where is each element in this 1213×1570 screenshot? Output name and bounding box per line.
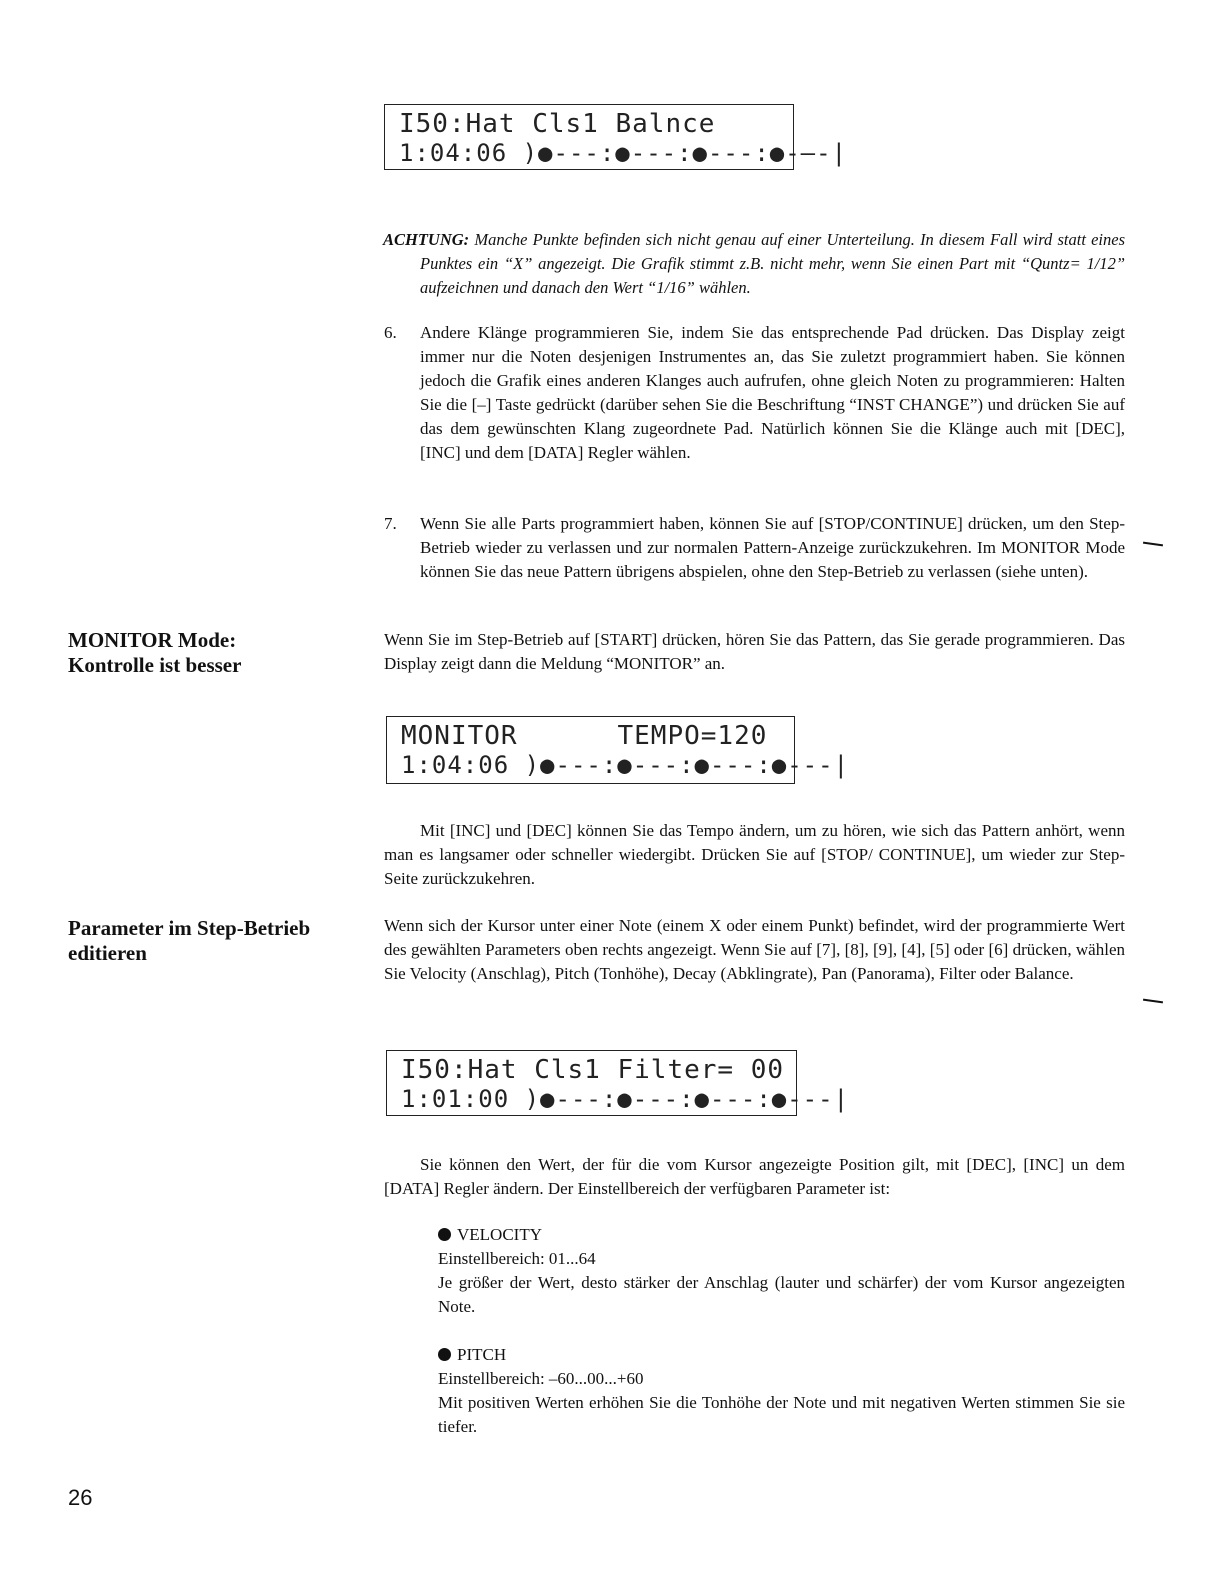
lcd-line-1: MONITOR TEMPO=120 <box>401 721 768 751</box>
lcd-line-1: I50:Hat Cls1 Filter= 00 <box>401 1055 785 1085</box>
step-7-text: Wenn Sie alle Parts programmiert haben, können Sie auf [STOP/CONTINUE] drücken, um den Step-Betrieb wieder zu verlassen und zur normalen Pattern-Anzeige zurückzukehren. Im MONITOR Mode können Sie das neue Pattern übrigens abspielen, ohne den Step-Betrieb zu verlassen (siehe unten). <box>420 514 1125 581</box>
value-text: Sie können den Wert, der für die vom Kursor angezeigte Position gilt, mit [DEC], [INC] un dem [DATA] Regler ändern. Der Einstellbereich der verfügbaren Parameter ist: <box>384 1155 1125 1198</box>
margin-mark <box>1143 999 1163 1004</box>
lcd-display-monitor <box>386 716 850 784</box>
pitch-description: Mit positiven Werten erhöhen Sie die Tonhöhe der Note und mit negativen Werten stimmen Sie sie tiefer. <box>438 1393 1125 1436</box>
velocity-title-text: VELOCITY <box>457 1225 542 1244</box>
monitor-heading <box>68 628 368 678</box>
step-7-number: 7. <box>384 514 397 533</box>
caution-note <box>383 228 1125 300</box>
parameter-heading-line-1: Parameter im Step-Betrieb <box>68 916 311 940</box>
monitor-heading-line-2: Kontrolle ist besser <box>68 653 242 677</box>
parameter-heading-line-2: editieren <box>68 941 147 965</box>
velocity-range: Einstellbereich: 01...64 <box>438 1249 596 1268</box>
margin-mark <box>1143 542 1163 547</box>
lcd-line-2: 1:04:06 )●---:●---:●---:●-–-| <box>399 139 848 167</box>
pitch-title <box>438 1343 1125 1367</box>
bullet-icon <box>438 1348 451 1361</box>
pitch-title-text: PITCH <box>457 1345 507 1364</box>
caution-label: ACHTUNG: <box>383 230 470 249</box>
pitch-range: Einstellbereich: –60...00...+60 <box>438 1369 644 1388</box>
tempo-text: Mit [INC] und [DEC] können Sie das Tempo ändern, um zu hören, wie sich das Pattern anhört, wenn man es langsamer oder schneller wiedergibt. Drücken Sie auf [STOP/ CONTINUE], um wieder zur Step-Seite zurückzukehren. <box>384 821 1125 888</box>
lcd-display-balance <box>384 104 848 170</box>
lcd-display-filter <box>386 1050 850 1116</box>
parameter-heading <box>68 916 368 966</box>
velocity-title <box>438 1223 1125 1247</box>
velocity-description: Je größer der Wert, desto stärker der Anschlag (lauter und schärfer) der vom Kursor angezeigten Note. <box>438 1273 1125 1316</box>
parameter-text: Wenn sich der Kursor unter einer Note (einem X oder einem Punkt) befindet, wird der programmierte Wert des gewählten Parameters oben rechts angezeigt. Wenn Sie auf [7], [8], [9], [4], [5] oder [6] drücken, wählen Sie Velocity (Anschlag), Pitch (Tonhöhe), Decay (Abklingrate), Pan (Panorama), Filter oder Balance. <box>384 916 1125 983</box>
step-6-number: 6. <box>384 323 397 342</box>
pitch-block <box>438 1343 1125 1439</box>
page-number: 26 <box>68 1485 93 1510</box>
monitor-heading-line-1: MONITOR Mode: <box>68 628 237 652</box>
velocity-block <box>438 1223 1125 1319</box>
lcd-line-2: 1:04:06 )●---:●---:●---:●---| <box>401 751 850 779</box>
bullet-icon <box>438 1228 451 1241</box>
monitor-text: Wenn Sie im Step-Betrieb auf [START] drücken, hören Sie das Pattern, das Sie gerade programmieren. Das Display zeigt dann die Meldung “MONITOR” an. <box>384 630 1125 673</box>
lcd-line-1: I50:Hat Cls1 Balnce <box>399 109 716 139</box>
caution-text: Manche Punkte befinden sich nicht genau auf einer Unterteilung. In diesem Fall wird statt eines Punktes ein “X” angezeigt. Die Grafik stimmt z.B. nicht mehr, wenn Sie einen Part mit “Quntz= 1/12” aufzeichnen und danach den Wert “1/16” wählen. <box>420 230 1125 297</box>
lcd-line-2: 1:01:00 )●---:●---:●---:●---| <box>401 1085 850 1113</box>
step-6-text: Andere Klänge programmieren Sie, indem Sie das entsprechende Pad drücken. Das Display zeigt immer nur die Noten desjenigen Instrumentes an, das Sie zuletzt programmiert haben. Sie können jedoch die Grafik eines anderen Klanges auch aufrufen, ohne gleich Noten zu programmieren: Halten Sie die [–] Taste gedrückt (darüber sehen Sie die Beschriftung “INST CHANGE”) und drücken Sie auf das dem gewünschten Klang zugeordnete Pad. Natürlich können Sie die Klänge auch mit [DEC], [INC] und dem [DATA] Regler wählen. <box>420 323 1125 462</box>
